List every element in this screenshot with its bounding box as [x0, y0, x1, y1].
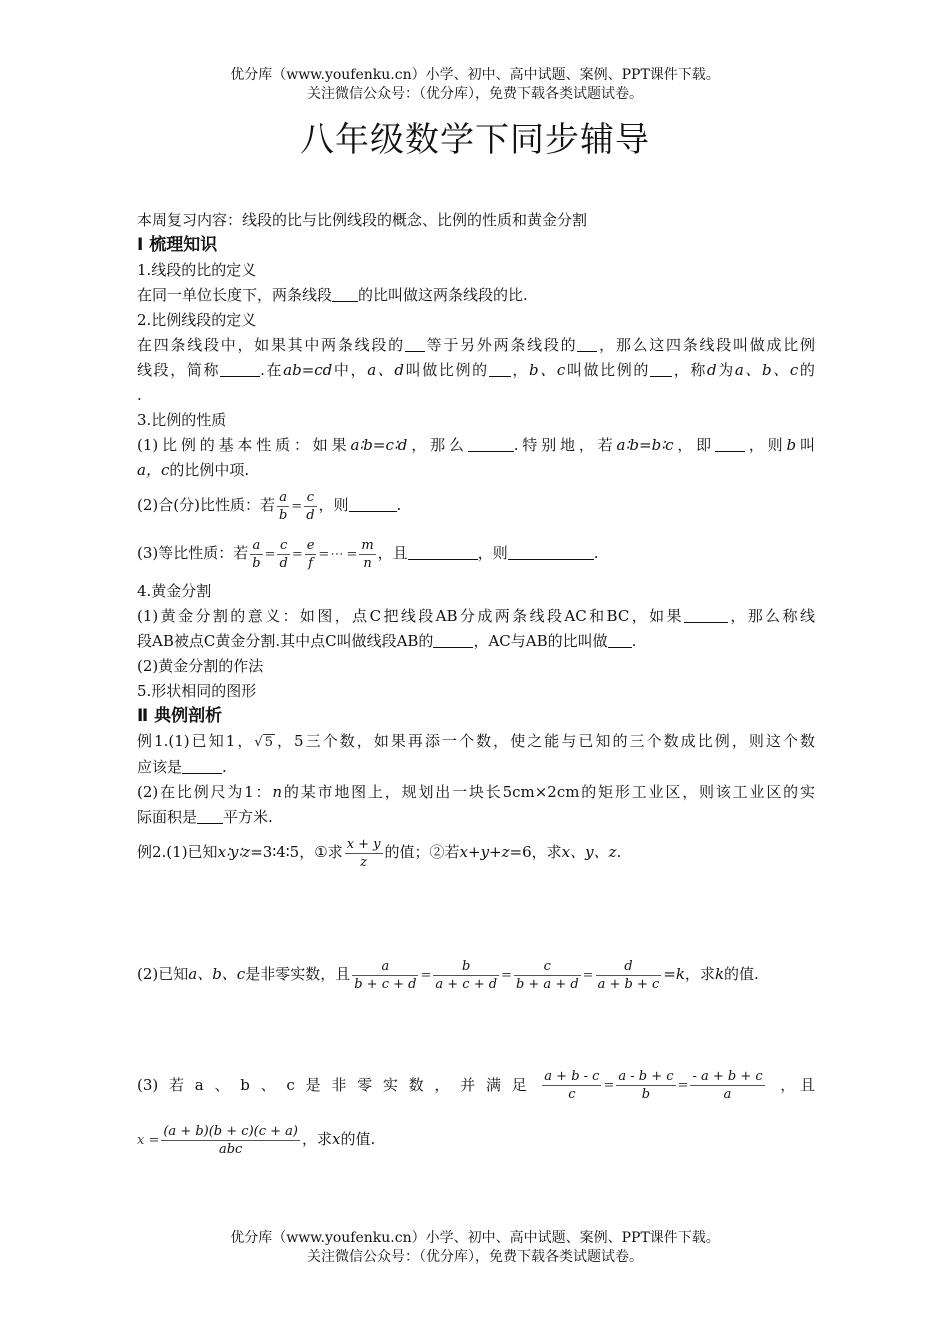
answer-blank[interactable] — [220, 361, 260, 377]
k3-heading: 3.比例的性质 — [137, 411, 227, 429]
section-heading-2: Ⅱ 典例剖析 — [137, 706, 223, 726]
ex1-line-2: 应该是 . — [137, 758, 227, 776]
fraction: $\frac{- a + b + c}{a}$ — [692, 1068, 763, 1102]
answer-blank[interactable] — [405, 336, 425, 352]
answer-blank[interactable] — [577, 336, 597, 352]
answer-space — [137, 874, 815, 949]
k2-line-3: . — [137, 386, 142, 404]
header-line-2: 关注微信公众号：（优分库），免费下载各类试题试卷。 — [307, 86, 643, 102]
fraction: $\frac{c}{d}$ — [306, 489, 315, 523]
intro-line: 本周复习内容：线段的比与比例线段的概念、比例的性质和黄金分割 — [137, 211, 588, 229]
k3-p1-line-2: a，c的比例中项. — [137, 461, 250, 479]
page-footer — [0, 1229, 950, 1267]
fraction: $\frac{(a + b)(b + c)(c + a)}{\text{abc}}$ — [163, 1123, 298, 1157]
header-line-1: 优分库（www.youfenku.cn）小学、初中、高中试题、案例、PPT课件下载。 — [230, 67, 720, 83]
ex1-line-4: 际面积是 平方米. — [137, 808, 273, 826]
answer-blank[interactable] — [684, 607, 728, 623]
fraction: $\frac{m}{n}$ — [361, 537, 374, 571]
fraction: $\frac{x + y}{z}$ — [346, 836, 381, 870]
ex2-p3-line-1: (3) 若 a 、 b 、 c 是 非 零 实 数 ， 并 满 足 $\frac{a + b - c}{c}$ = $\frac{a - b + c}{b}$ = $\frac{- a + b + c}{a}$ ， 且 — [137, 1068, 815, 1102]
fraction: $\frac{a}{b}$ — [252, 537, 261, 571]
fraction: $\frac{a - b + c}{b}$ — [618, 1068, 674, 1102]
sqrt-symbol: √ 5 — [254, 735, 273, 750]
fraction: $\frac{a + b - c}{c}$ — [544, 1068, 600, 1102]
ex1-line-3: (2)在比例尺为1：n的某市地图上，规划出一块长5cm×2cm的矩形工业区，则该工业区的实 — [137, 783, 815, 801]
k4-heading: 4.黄金分割 — [137, 582, 212, 600]
k3-p3: (3)等比性质：若 $\frac{a}{b}$ = $\frac{c}{d}$ = $\frac{e}{f}$ =⋯ = $\frac{m}{n}$ ，且 ，则 . — [137, 537, 599, 571]
page-header — [0, 66, 950, 104]
footer-line-2: 关注微信公众号：（优分库），免费下载各类试题试卷。 — [307, 1249, 643, 1265]
k4-p1-line-2: 段AB被点C黄金分割.其中点C叫做线段AB的 ，AC与AB的比叫做 . — [137, 632, 637, 650]
k3-p2: (2)合(分)比性质：若 $\frac{a}{b}$ = $\frac{c}{d}$ ，则 . — [137, 489, 402, 523]
fraction: $\frac{d}{a + b + c}$ — [597, 958, 660, 992]
k4-p1-line-1: (1)黄金分割的意义：如图，点C把线段AB分成两条线段AC和BC，如果 ，那么称线 — [137, 607, 815, 625]
k1-heading: 1.线段的比的定义 — [137, 261, 257, 279]
ex2-p1: 例2.(1)已知x∶y∶z=3∶4∶5，①求 $\frac{x + y}{z}$ 的值；②若x+y+z=6，求x、y、z. — [137, 836, 622, 870]
k2-line-2: 线段，简称 .在ab=cd中，a、d叫做比例的 ，b、c叫做比例的 ，称d为a、b、c的 — [137, 361, 815, 379]
document-body — [137, 208, 815, 1167]
answer-blank[interactable] — [468, 436, 514, 452]
footer-line-1: 优分库（www.youfenku.cn）小学、初中、高中试题、案例、PPT课件下载。 — [230, 1230, 720, 1246]
ex2-p3-line-2: x = $\frac{(a + b)(b + c)(c + a)}{\text{abc}}$ ，求x的值. — [137, 1123, 376, 1157]
fraction: $\frac{e}{f}$ — [306, 537, 315, 571]
answer-blank[interactable] — [489, 361, 511, 377]
page-title: 八年级数学下同步辅导 — [300, 120, 650, 160]
ex1-line-1: 例1.(1)已知1，√ 5 ，5三个数，如果再添一个数，使之能与已知的三个数成比例，则这个数 — [137, 732, 816, 750]
k2-line-1: 在四条线段中，如果其中两条线段的 等于另外两条线段的 ，那么这四条线段叫做成比例 — [137, 336, 815, 354]
answer-blank[interactable] — [608, 632, 632, 648]
answer-blank[interactable] — [197, 808, 223, 824]
answer-blank[interactable] — [650, 361, 672, 377]
fraction: $\frac{a}{b}$ — [278, 489, 288, 523]
fraction: $\frac{c}{d}$ — [279, 537, 288, 571]
k4-p2: (2)黄金分割的作法 — [137, 657, 264, 675]
answer-blank[interactable] — [433, 632, 473, 648]
answer-blank[interactable] — [332, 286, 358, 302]
answer-space — [137, 999, 815, 1059]
answer-blank[interactable] — [715, 436, 745, 452]
answer-blank[interactable] — [508, 544, 594, 560]
answer-blank[interactable] — [349, 496, 397, 512]
k2-heading: 2.比例线段的定义 — [137, 311, 257, 329]
fraction: $\frac{a}{b + c + d}$ — [354, 958, 417, 992]
fraction: $\frac{c}{b + a + d}$ — [515, 958, 579, 992]
k1-text: 在同一单位长度下，两条线段 的比叫做这两条线段的比. — [137, 286, 528, 304]
k3-p1-line-1: (1)比例的基本性质：如果a∶b=c∶d，那么 .特别地，若a∶b=b∶c，即 ，则b叫 — [137, 436, 815, 454]
answer-blank[interactable] — [408, 544, 478, 560]
fraction: $\frac{b}{a + c + d}$ — [435, 958, 498, 992]
answer-blank[interactable] — [182, 758, 222, 774]
section-heading-1: Ⅰ 梳理知识 — [137, 235, 218, 255]
ex2-p2: (2)已知a、b、c是非零实数，且 $\frac{a}{b + c + d}$ = $\frac{b}{a + c + d}$ = $\frac{c}{b + a + d}$ = $\frac{d}{a + b + c}$ =k，求k的值. — [137, 958, 759, 992]
k5-heading: 5.形状相同的图形 — [137, 682, 257, 700]
